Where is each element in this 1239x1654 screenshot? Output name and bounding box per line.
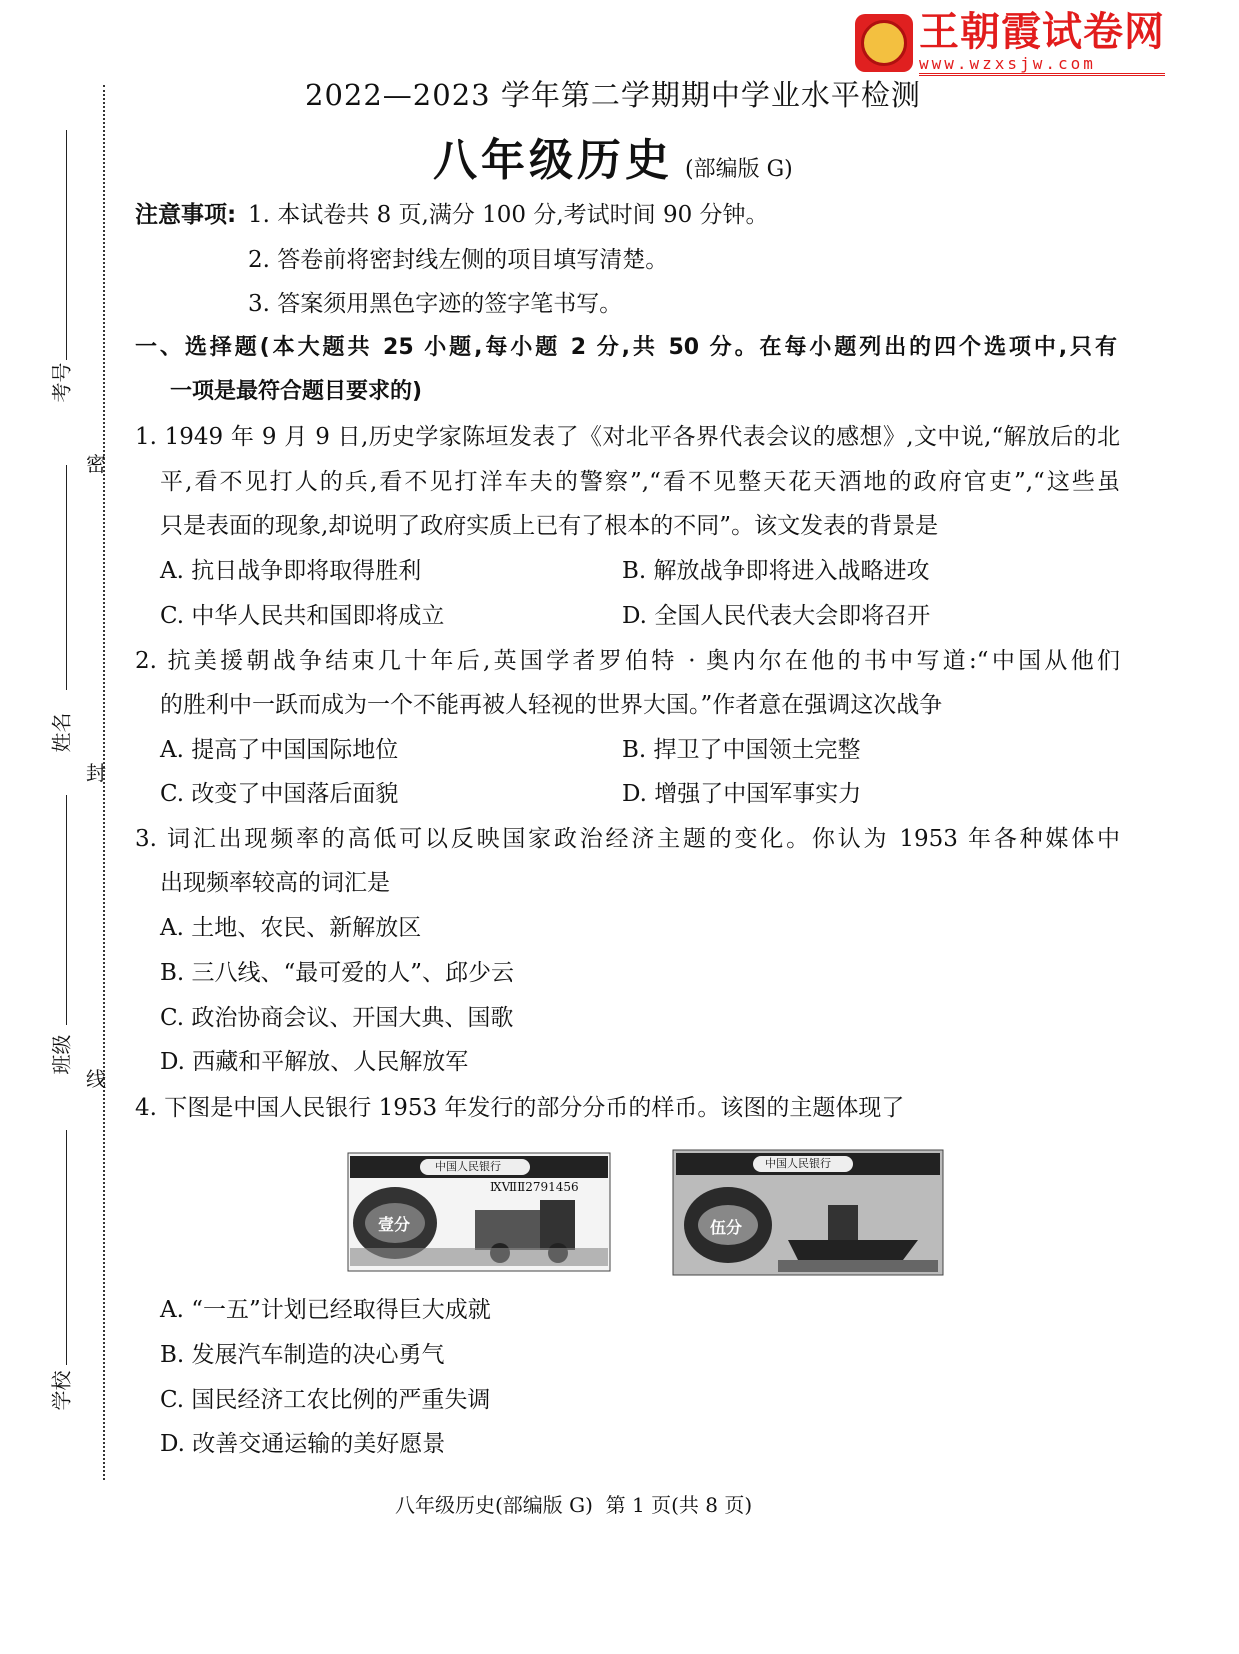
banknote-value: 壹分 bbox=[378, 1215, 411, 1234]
question-text: 1. 1949 年 9 月 9 日,历史学家陈垣发表了《对北平各界代表会议的感想》,文中说,“解放后的北 bbox=[135, 424, 1120, 450]
option-b[interactable]: B. 捍卫了中国领土完整 bbox=[622, 737, 861, 763]
banknote-serial: ⅨⅦⅡ2791456 bbox=[490, 1180, 579, 1194]
option-a[interactable]: A. 提高了中国国际地位 bbox=[160, 737, 399, 763]
option-d[interactable]: D. 西藏和平解放、人民解放军 bbox=[160, 1049, 469, 1075]
field-line bbox=[66, 1130, 67, 1365]
notes-label: 注意事项: bbox=[135, 202, 237, 228]
seal-char: 密 bbox=[86, 452, 106, 476]
field-label: 班级 bbox=[49, 1034, 74, 1075]
question-text: 4. 下图是中国人民银行 1953 年发行的部分分币的样币。该图的主题体现了 bbox=[135, 1095, 905, 1121]
field-label: 姓名 bbox=[49, 712, 74, 753]
question-text: 只是表面的现象,却说明了政府实质上已有了根本的不同”。该文发表的背景是 bbox=[160, 513, 939, 539]
subject-title: 八年级历史 bbox=[433, 135, 673, 186]
field-label: 考号 bbox=[49, 362, 74, 403]
option-c[interactable]: C. 中华人民共和国即将成立 bbox=[160, 603, 445, 629]
option-c[interactable]: C. 改变了中国落后面貌 bbox=[160, 781, 399, 807]
logo-badge-icon bbox=[855, 14, 913, 72]
note-item: 2. 答卷前将密封线左侧的项目填写清楚。 bbox=[248, 247, 669, 273]
note-item: 1. 本试卷共 8 页,满分 100 分,考试时间 90 分钟。 bbox=[248, 202, 769, 228]
option-d[interactable]: D. 全国人民代表大会即将召开 bbox=[622, 603, 931, 629]
field-line bbox=[66, 130, 67, 360]
seal-char: 封 bbox=[86, 761, 106, 785]
banknote-bank-name: 中国人民银行 bbox=[435, 1160, 501, 1173]
banknote-value: 伍分 bbox=[710, 1218, 743, 1237]
site-logo bbox=[855, 10, 1165, 76]
option-a[interactable]: A. 土地、农民、新解放区 bbox=[160, 915, 422, 941]
field-label: 学校 bbox=[49, 1370, 74, 1411]
option-b[interactable]: B. 解放战争即将进入战略进攻 bbox=[622, 558, 930, 584]
section-heading: 一、选择题(本大题共 25 小题,每小题 2 分,共 50 分。在每小题列出的四个选项中,只有 bbox=[135, 335, 1117, 360]
option-a[interactable]: A. “一五”计划已经取得巨大成就 bbox=[160, 1297, 491, 1323]
option-b[interactable]: B. 发展汽车制造的决心勇气 bbox=[160, 1342, 445, 1368]
exam-title: 2022—2023 学年第二学期期中学业水平检测 bbox=[305, 78, 921, 112]
logo-url: www.wzxsjw.com bbox=[919, 54, 1165, 76]
question-text: 的胜利中一跃而成为一个不能再被人轻视的世界大国。”作者意在强调这次战争 bbox=[160, 692, 943, 718]
option-c[interactable]: C. 国民经济工农比例的严重失调 bbox=[160, 1387, 491, 1413]
page-footer: 八年级历史(部编版 G) 第 1 页(共 8 页) bbox=[395, 1493, 753, 1517]
banknote-bank-name: 中国人民银行 bbox=[765, 1157, 831, 1170]
option-d[interactable]: D. 增强了中国军事实力 bbox=[622, 781, 862, 807]
option-d[interactable]: D. 改善交通运输的美好愿景 bbox=[160, 1431, 446, 1457]
logo-name: 王朝霞试卷网 bbox=[919, 9, 1165, 55]
note-item: 3. 答案须用黑色字迹的签字笔书写。 bbox=[248, 291, 623, 317]
question-text: 平,看不见打人的兵,看不见打洋车夫的警察”,“看不见整天花天酒地的政府官吏”,“这些虽 bbox=[160, 469, 1120, 495]
option-a[interactable]: A. 抗日战争即将取得胜利 bbox=[160, 558, 422, 584]
question-text: 2. 抗美援朝战争结束几十年后,英国学者罗伯特 · 奥内尔在他的书中写道:“中国从他们 bbox=[135, 648, 1120, 674]
option-b[interactable]: B. 三八线、“最可爱的人”、邱少云 bbox=[160, 960, 515, 986]
banknote-one-fen bbox=[340, 1148, 620, 1288]
option-c[interactable]: C. 政治协商会议、开国大典、国歌 bbox=[160, 1005, 514, 1031]
edition: (部编版 G) bbox=[685, 157, 793, 182]
banknote-five-fen bbox=[668, 1145, 948, 1285]
question-text: 3. 词汇出现频率的高低可以反映国家政治经济主题的变化。你认为 1953 年各种媒体中 bbox=[135, 826, 1120, 852]
question-text: 出现频率较高的词汇是 bbox=[160, 870, 390, 896]
seal-char: 线 bbox=[86, 1067, 106, 1091]
field-line bbox=[66, 465, 67, 690]
section-heading-cont: 一项是最符合题目要求的) bbox=[170, 379, 423, 404]
field-line bbox=[66, 795, 67, 1025]
